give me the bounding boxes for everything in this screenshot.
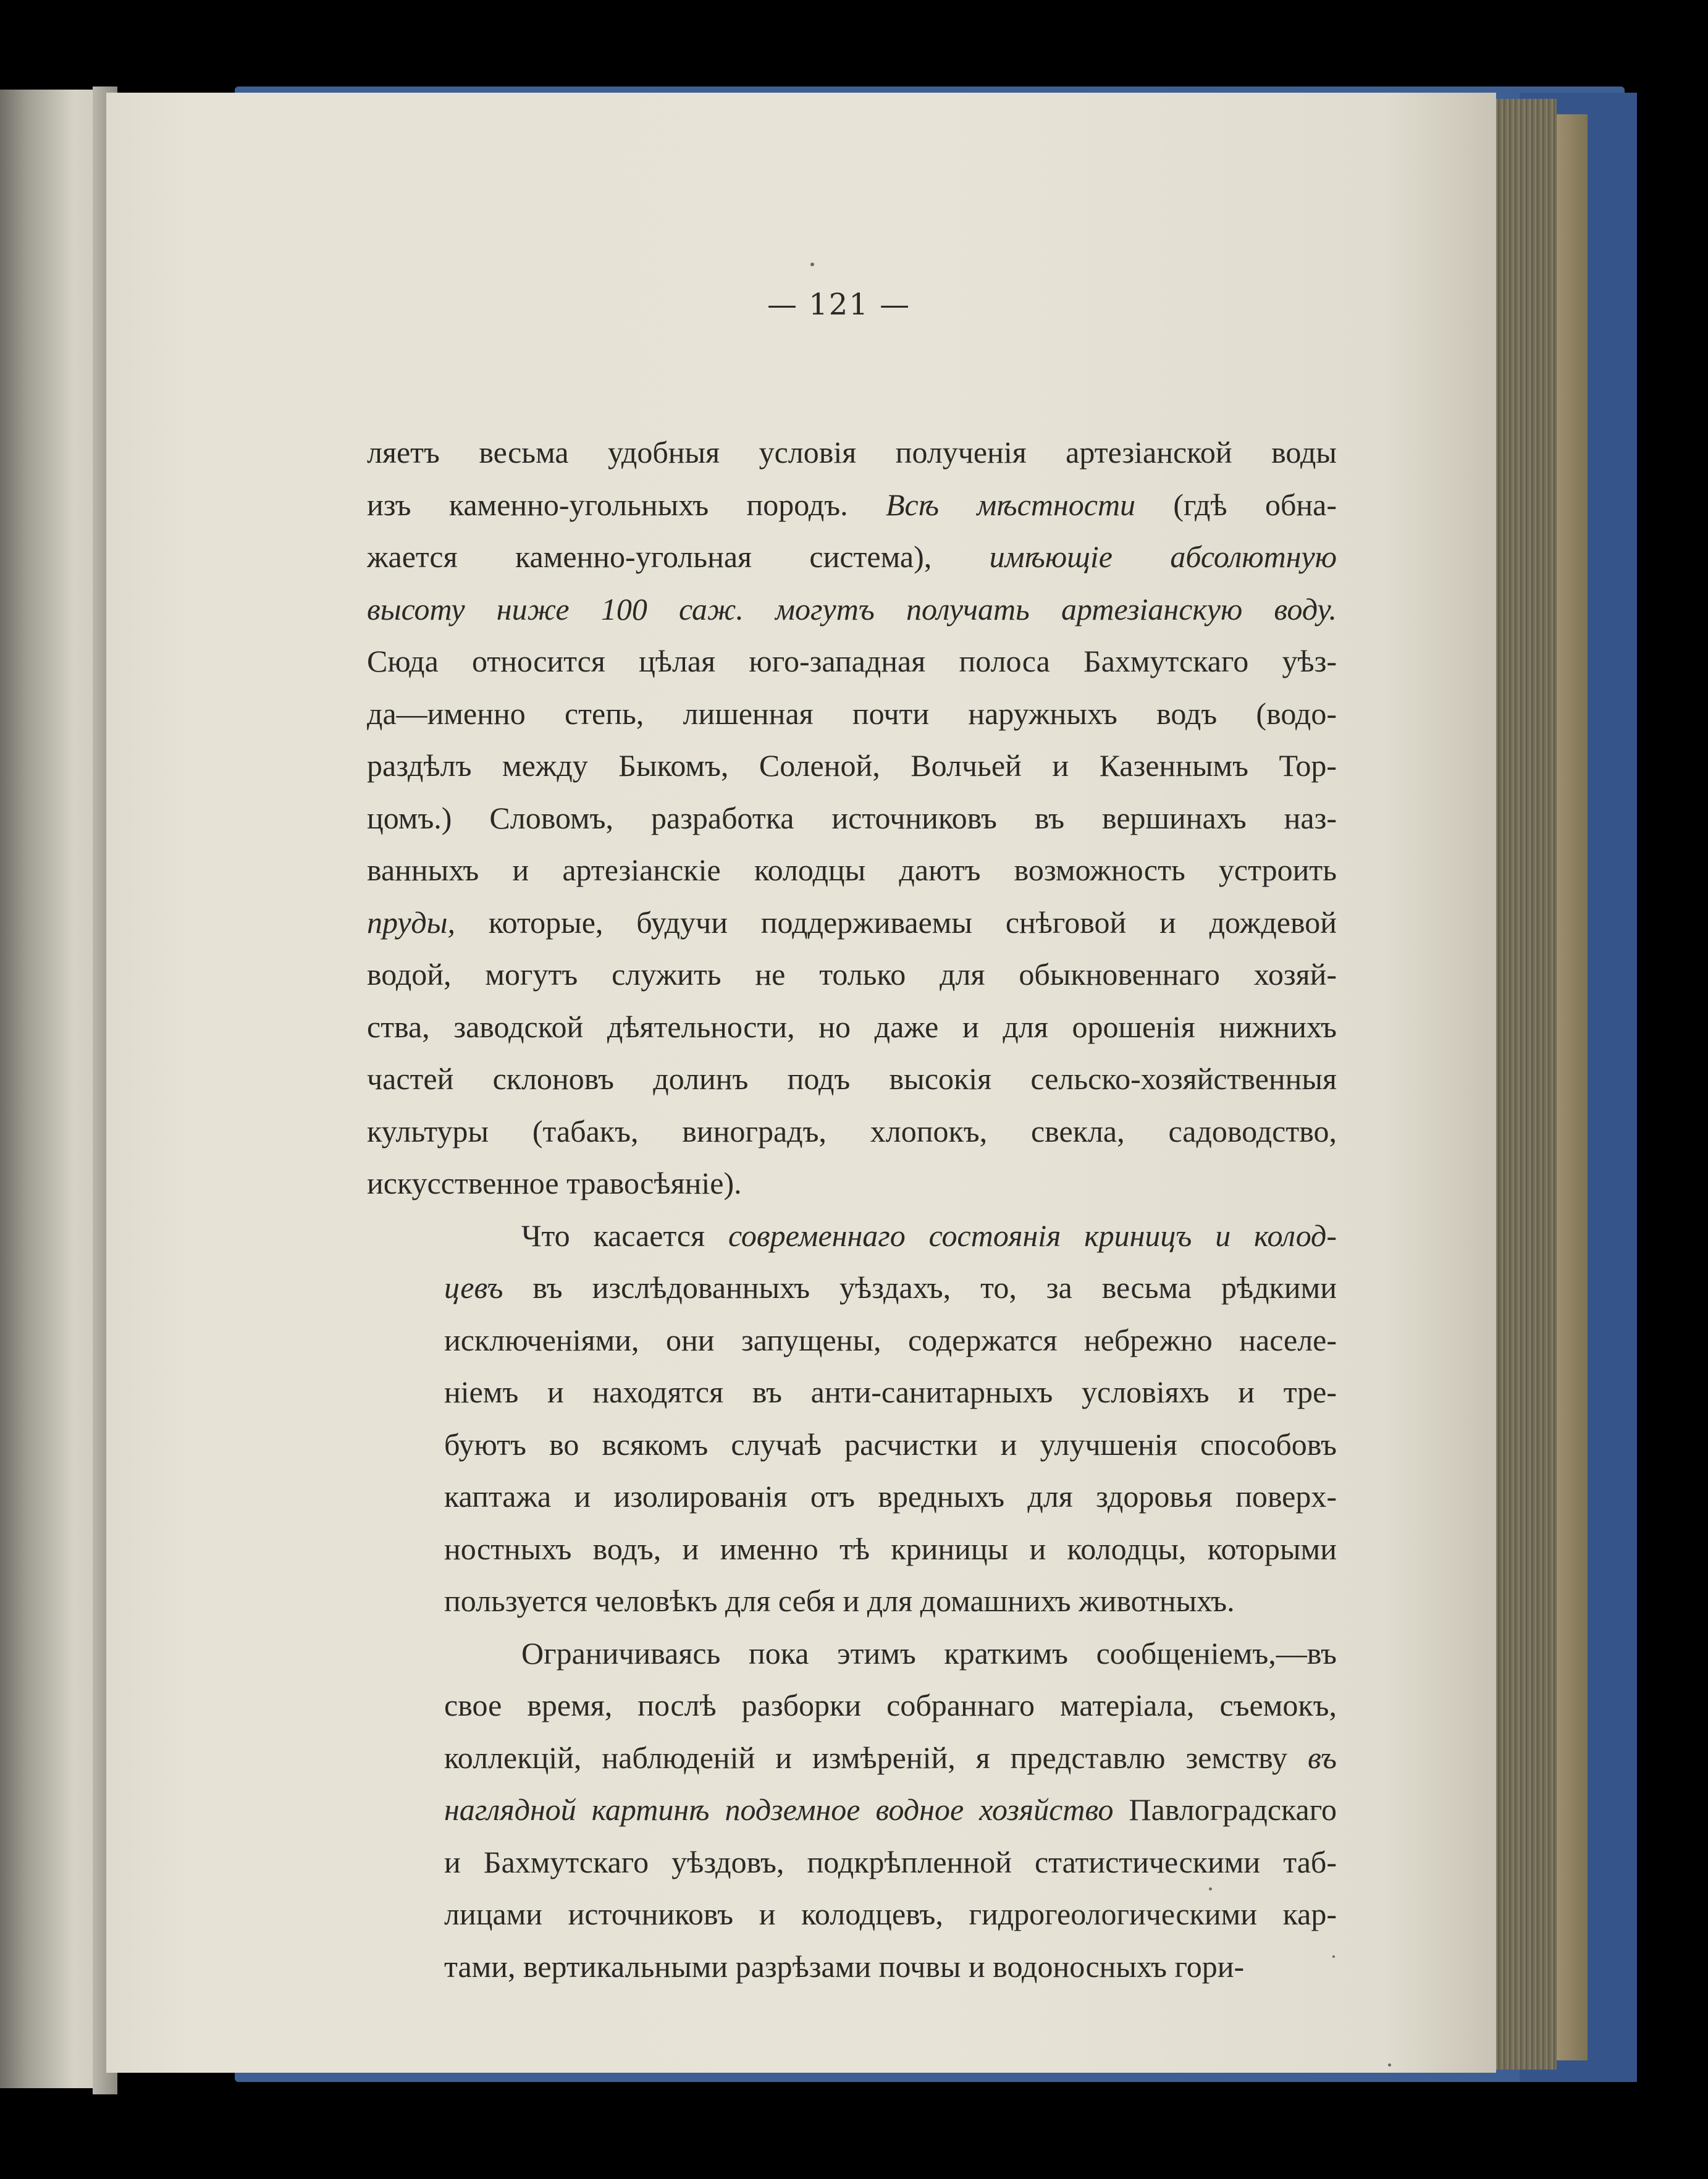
text-run: раздѣлъ между Быкомъ, Соленой, Волчьей и Казеннымъ Тор- xyxy=(367,748,1337,783)
paper-speck xyxy=(810,263,814,266)
text-line xyxy=(367,1836,1337,1889)
text-run: Ограничиваясь пока этимъ краткимъ сообщеніемъ,—въ xyxy=(521,1635,1337,1671)
text-run: тами, вертикальными разрѣзами почвы и водоносныхъ гори- xyxy=(444,1949,1245,1984)
page-number: — 121 — xyxy=(767,287,911,322)
paragraph xyxy=(367,1627,1337,1993)
italic-emphasis: современнаго состоянія криницъ и колод- xyxy=(728,1218,1337,1253)
body-text xyxy=(367,426,1337,1992)
text-run: искусственное травосѣяніе). xyxy=(367,1166,742,1200)
text-run: культуры (табакъ, виноградъ, хлопокъ, свекла, садоводство, xyxy=(367,1113,1337,1149)
italic-emphasis: Всѣ мѣстности xyxy=(885,487,1136,522)
text-run: и Бахмутскаго уѣздовъ, подкрѣпленной статистическими таб- xyxy=(444,1844,1337,1879)
text-run: исключеніями, они запущены, содержатся небрежно населе- xyxy=(444,1322,1337,1357)
text-line xyxy=(367,740,1337,792)
text-line xyxy=(367,948,1337,1001)
text-line xyxy=(367,635,1337,688)
text-line xyxy=(367,1732,1337,1784)
text-line xyxy=(367,531,1337,583)
text-run: свое время, послѣ разборки собраннаго матеріала, съемокъ, xyxy=(444,1688,1337,1722)
paper-speck xyxy=(1332,1955,1335,1958)
text-line xyxy=(367,1679,1337,1732)
text-line xyxy=(367,896,1337,949)
text-run: лицами источниковъ и колодцевъ, гидрогеологическими кар- xyxy=(444,1897,1337,1931)
page-stack-edge xyxy=(1495,99,1557,2070)
text-run: изъ каменно-угольныхъ породъ. xyxy=(367,487,886,522)
text-line xyxy=(367,1470,1337,1523)
text-line xyxy=(367,1314,1337,1367)
text-line xyxy=(367,844,1337,896)
text-run: Сюда относится цѣлая юго-западная полоса Бахмутскаго уѣз- xyxy=(367,644,1337,678)
left-page xyxy=(0,90,105,2088)
text-run: да—именно степь, лишенная почти наружныхъ водъ (водо- xyxy=(367,696,1337,731)
text-run: цомъ.) Словомъ, разработка источниковъ въ вершинахъ наз- xyxy=(367,800,1337,835)
text-run: ніемъ и находятся въ анти-санитарныхъ условіяхъ и тре- xyxy=(444,1375,1337,1409)
text-line xyxy=(367,688,1337,740)
italic-emphasis: имѣющіе абсолютную xyxy=(989,539,1337,574)
italic-emphasis: пруды, xyxy=(367,904,456,940)
page-stack-back xyxy=(1557,114,1588,2060)
text-line xyxy=(367,1784,1337,1836)
text-run: Что касается xyxy=(521,1218,728,1253)
text-line xyxy=(367,479,1337,531)
text-run: въ изслѣдованныхъ уѣздахъ, то, за весьма рѣдкими xyxy=(503,1270,1337,1305)
paper-speck xyxy=(1209,1887,1212,1890)
text-run: жается каменно-угольная система), xyxy=(367,539,990,574)
text-run: Павлоградскаго xyxy=(1113,1792,1337,1827)
text-line xyxy=(367,1157,1337,1210)
text-line xyxy=(367,1418,1337,1471)
text-line xyxy=(367,1053,1337,1105)
right-page xyxy=(106,93,1496,2073)
text-run: буютъ во всякомъ случаѣ расчистки и улучшенія способовъ xyxy=(444,1427,1337,1462)
text-run: ванныхъ и артезіанскіе колодцы даютъ возможность устроить xyxy=(367,853,1337,887)
italic-emphasis: въ xyxy=(1308,1740,1337,1775)
text-run: (гдѣ обна- xyxy=(1135,487,1337,522)
text-line xyxy=(367,583,1337,636)
paragraph xyxy=(367,1210,1337,1627)
text-run: ностныхъ водъ, и именно тѣ криницы и колодцы, которыми xyxy=(444,1531,1337,1566)
text-line xyxy=(367,1262,1337,1314)
text-run: пользуется человѣкъ для себя и для домашнихъ животныхъ. xyxy=(444,1583,1235,1618)
text-line xyxy=(367,1627,1337,1680)
text-run: ства, заводской дѣятельности, но даже и для орошенія нижнихъ xyxy=(367,1009,1337,1044)
text-run: частей склоновъ долинъ подъ высокія сельско-хозяйственныя xyxy=(367,1061,1337,1096)
text-line xyxy=(367,1210,1337,1262)
text-run: ляетъ весьма удобныя условія полученія артезіанской воды xyxy=(367,435,1337,470)
italic-emphasis: наглядной картинѣ подземное водное хозяйство xyxy=(444,1792,1114,1827)
text-line xyxy=(367,1105,1337,1158)
text-line xyxy=(367,426,1337,479)
text-line xyxy=(367,1001,1337,1053)
text-line xyxy=(367,1523,1337,1575)
paragraph xyxy=(367,426,1337,1210)
italic-emphasis: высоту ниже 100 саж. могутъ получать артезіанскую воду. xyxy=(367,591,1337,626)
text-run: каптажа и изолированія отъ вредныхъ для здоровья поверх- xyxy=(444,1479,1337,1514)
text-line xyxy=(367,792,1337,845)
text-line xyxy=(367,1941,1337,1993)
text-run: которые, будучи поддерживаемы снѣговой и дождевой xyxy=(455,904,1337,940)
text-run: водой, могутъ служить не только для обыкновеннаго хозяй- xyxy=(367,957,1337,992)
text-line xyxy=(367,1366,1337,1418)
italic-emphasis: цевъ xyxy=(444,1270,503,1305)
text-line xyxy=(367,1888,1337,1941)
paper-speck xyxy=(1388,2063,1391,2067)
text-run: коллекцій, наблюденій и измѣреній, я представлю земству xyxy=(444,1740,1308,1775)
text-line xyxy=(367,1575,1337,1627)
